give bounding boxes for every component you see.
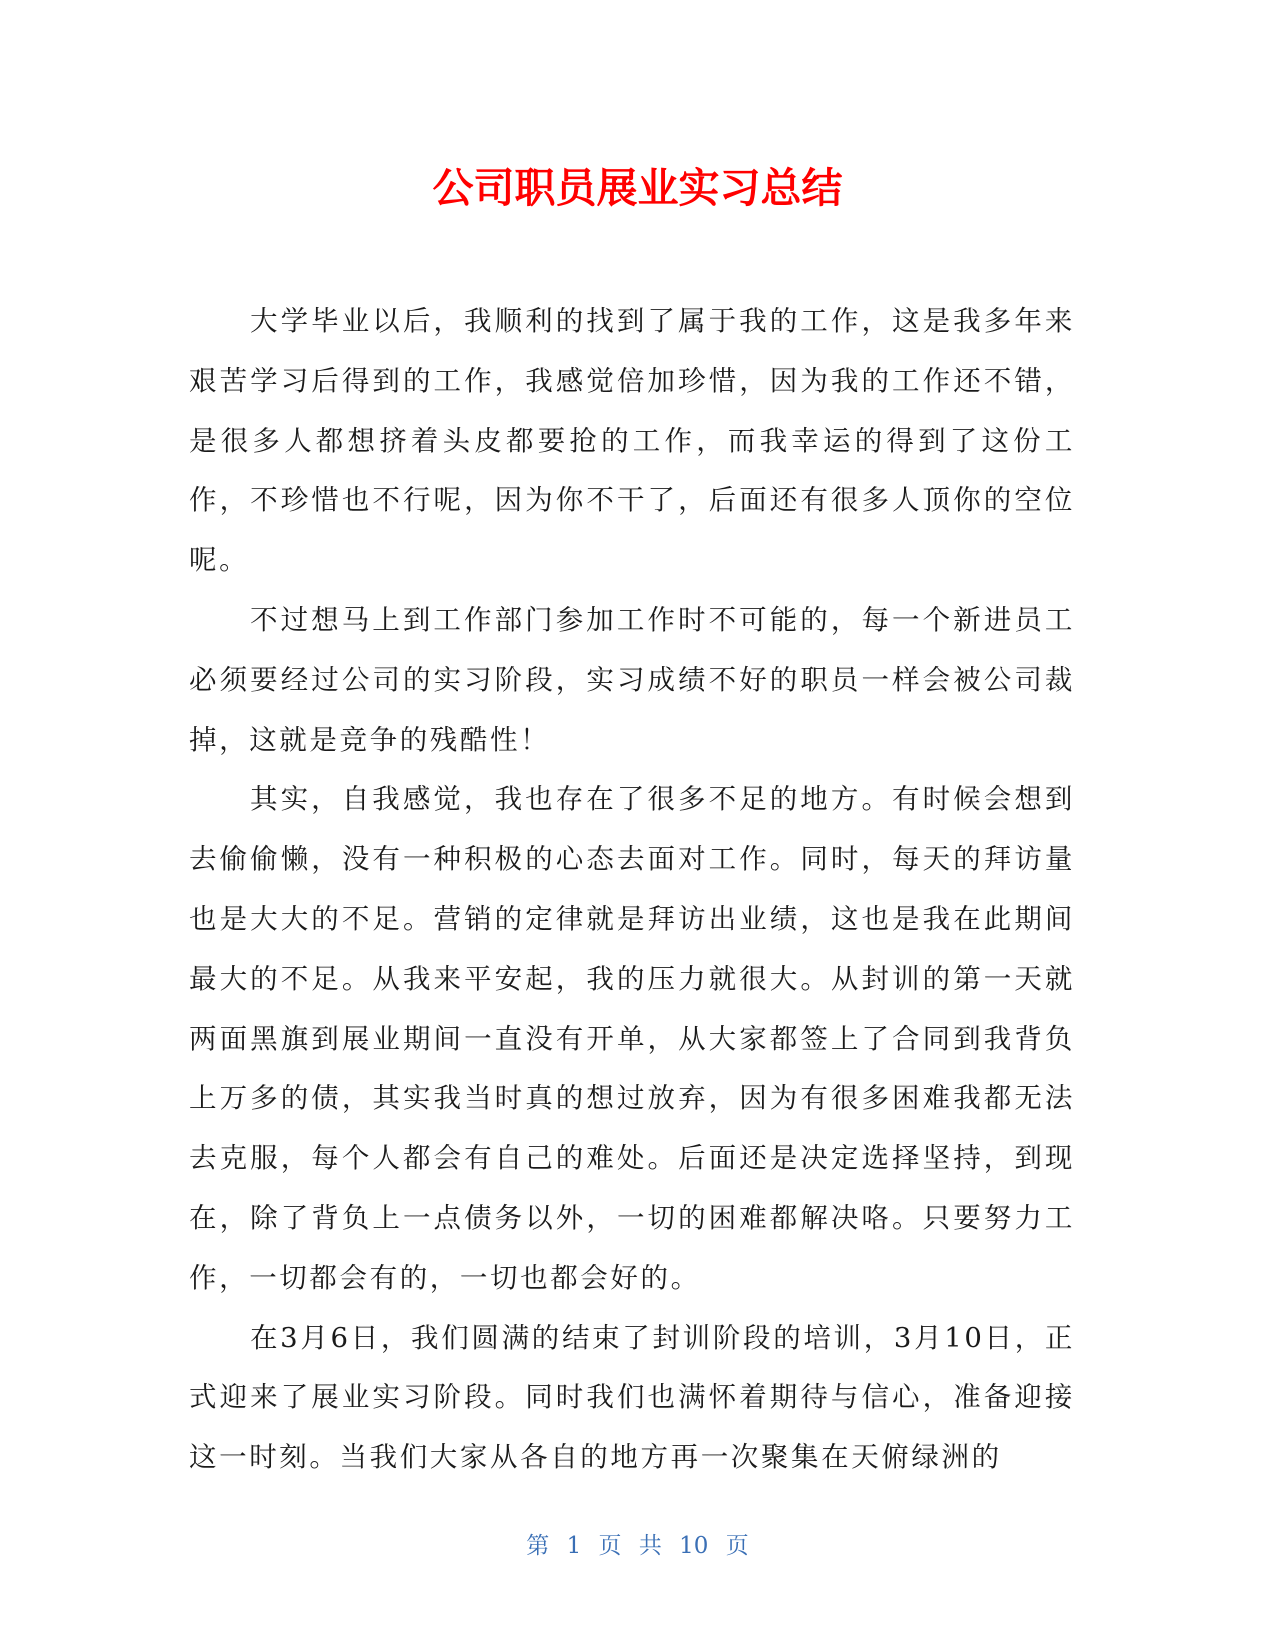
paragraph: 大学毕业以后，我顺利的找到了属于我的工作，这是我多年来艰苦学习后得到的工作，我感觉倍加珍惜，因为我的工作还不错，是很多人都想挤着头皮都要抢的工作，而我幸运的得到了这份工作，不珍惜也不行呢，因为你不干了，后面还有很多人顶你的空位呢。 <box>189 305 1075 577</box>
paragraph: 不过想马上到工作部门参加工作时不可能的，每一个新进员工必须要经过公司的实习阶段，实习成绩不好的职员一样会被公司裁掉，这就是竞争的残酷性！ <box>189 603 1075 756</box>
document-body <box>189 292 1075 1488</box>
paragraph: 在3月6日，我们圆满的结束了封训阶段的培训，3月10日，正式迎来了展业实习阶段。同时我们也满怀着期待与信心，准备迎接这一时刻。当我们大家从各自的地方再一次聚集在天俯绿洲的 <box>189 1321 1075 1474</box>
document-title: 公司职员展业实习总结 <box>432 164 843 212</box>
page-footer <box>0 1530 1275 1562</box>
page-number: 第 1 页 共 10 页 <box>526 1533 749 1559</box>
paragraph: 其实，自我感觉，我也存在了很多不足的地方。有时候会想到去偷偷懒，没有一种积极的心态去面对工作。同时，每天的拜访量也是大大的不足。营销的定律就是拜访出业绩，这也是我在此期间最大的不足。从我来平安起，我的压力就很大。从封训的第一天就两面黑旗到展业期间一直没有开单，从大家都签上了合同到我背负上万多的债，其实我当时真的想过放弃，因为有很多困难我都无法去克服，每个人都会有自己的难处。后面还是决定选择坚持，到现在，除了背负上一点债务以外，一切的困难都解决咯。只要努力工作，一切都会有的，一切也都会好的。 <box>189 783 1075 1294</box>
